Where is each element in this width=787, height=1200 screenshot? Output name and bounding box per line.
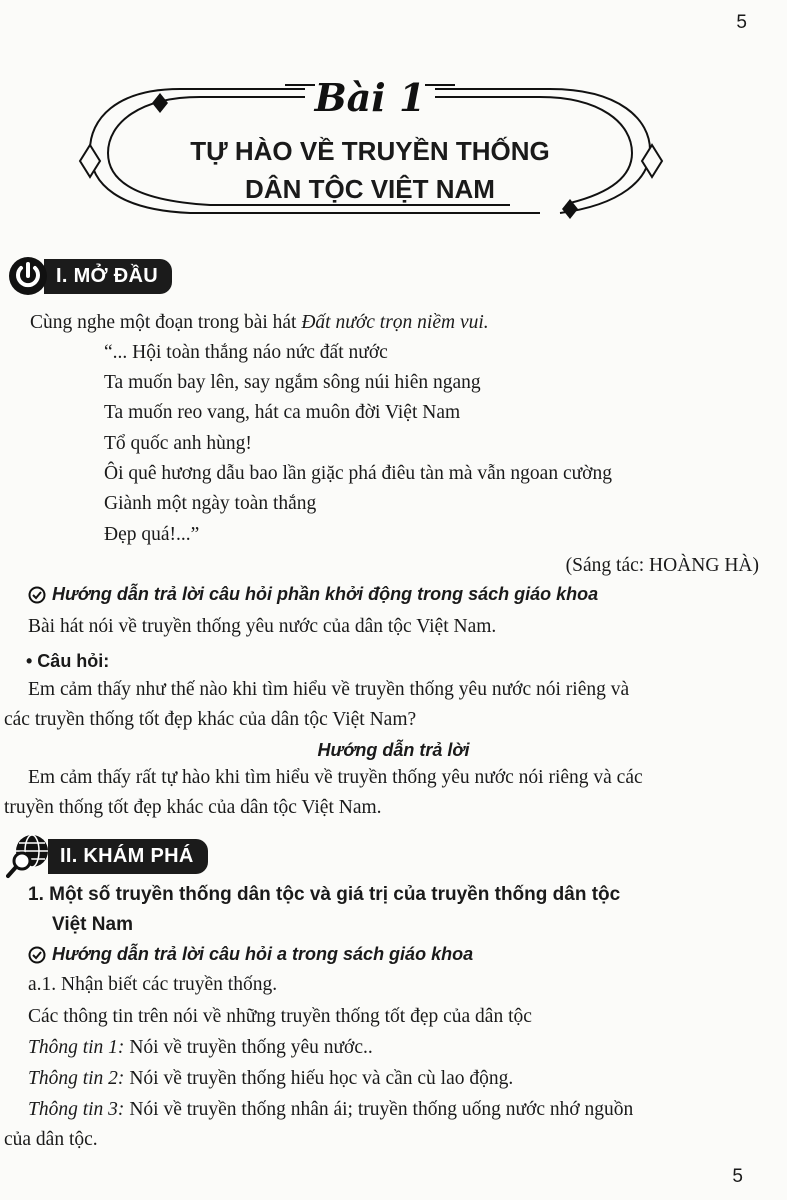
lesson-title-frame [70, 65, 670, 235]
answer-line-1: Em cảm thấy rất tự hào khi tìm hiểu về truyền thống yêu nước nói riêng và các [28, 767, 643, 788]
a1-line: a.1. Nhận biết các truyền thống. [28, 974, 278, 995]
power-icon [8, 256, 48, 296]
guide-heading-1 [28, 584, 598, 605]
song-title: Đất nước trọn niềm vui. [301, 312, 489, 333]
subheading-1 [28, 880, 760, 940]
info-3-continued: của dân tộc. [4, 1129, 98, 1150]
song-credit: (Sáng tác: HOÀNG HÀ) [565, 555, 759, 576]
section-1-title: I. MỞ ĐẦU [44, 259, 172, 294]
section-1-header [8, 256, 172, 296]
section-2-header [6, 833, 208, 879]
guide-title-2: Hướng dẫn trả lời câu hỏi a trong sách giáo khoa [52, 944, 474, 964]
guide-answer-1: Bài hát nói về truyền thống yêu nước của dân tộc Việt Nam. [28, 616, 497, 637]
info-2-text: Nói về truyền thống hiếu học và cần cù lao động. [124, 1068, 514, 1089]
page-number-bottom: 5 [732, 1166, 743, 1187]
intro-line [30, 308, 489, 338]
info-intro: Các thông tin trên nói về những truyền thống tốt đẹp của dân tộc [28, 1006, 532, 1027]
question-label: • Câu hỏi: [26, 651, 110, 671]
lyric-line: Giành một ngày toàn thắng [104, 493, 317, 514]
check-circle-icon [28, 586, 46, 604]
lesson-title-line2: DÂN TỘC VIỆT NAM [245, 174, 495, 204]
info-1 [28, 1033, 373, 1063]
lesson-title-line1: TỰ HÀO VỀ TRUYỀN THỐNG [190, 136, 550, 166]
lyric-line: Ôi quê hương dẫu bao lần giặc phá điêu tàn mà vẫn ngoan cường [104, 463, 612, 484]
info-3 [28, 1095, 633, 1125]
info-1-label: Thông tin 1: [28, 1037, 125, 1058]
lesson-number: Bài 1 [314, 75, 426, 120]
globe-magnifier-icon [6, 833, 52, 879]
lesson-title [70, 132, 670, 208]
info-1-text: Nói về truyền thống yêu nước.. [124, 1037, 373, 1058]
info-2 [28, 1064, 513, 1094]
answer-line-2: truyền thống tốt đẹp khác của dân tộc Việt Nam. [4, 797, 382, 818]
lyric-line: Ta muốn bay lên, say ngắm sông núi hiên ngang [104, 372, 481, 393]
lyric-line: Ta muốn reo vang, hát ca muôn đời Việt Nam [104, 402, 461, 423]
info-2-label: Thông tin 2: [28, 1068, 125, 1089]
lyric-line: Đẹp quá!...” [104, 524, 200, 545]
question-line-1: Em cảm thấy như thế nào khi tìm hiểu về truyền thống yêu nước nói riêng và [28, 679, 630, 700]
guide-title-1: Hướng dẫn trả lời câu hỏi phần khởi động trong sách giáo khoa [52, 584, 599, 604]
answer-heading: Hướng dẫn trả lời [317, 740, 470, 760]
lyric-line: “... Hội toàn thắng náo nức đất nước [104, 342, 388, 363]
lyric-line: Tổ quốc anh hùng! [104, 433, 252, 454]
subheading-line-2: Việt Nam [52, 914, 133, 935]
section-2-title: II. KHÁM PHÁ [48, 839, 208, 874]
subheading-line-1: 1. Một số truyền thống dân tộc và giá trị của truyền thống dân tộc [28, 884, 621, 905]
question-line-2: các truyền thống tốt đẹp khác của dân tộc Việt Nam? [4, 709, 417, 730]
page-number-top: 5 [736, 12, 747, 33]
guide-heading-2 [28, 944, 473, 965]
info-3-label: Thông tin 3: [28, 1099, 125, 1120]
intro-text: Cùng nghe một đoạn trong bài hát [30, 312, 302, 333]
info-3-text: Nói về truyền thống nhân ái; truyền thống uống nước nhớ nguồn [124, 1099, 634, 1120]
check-circle-icon [28, 946, 46, 964]
